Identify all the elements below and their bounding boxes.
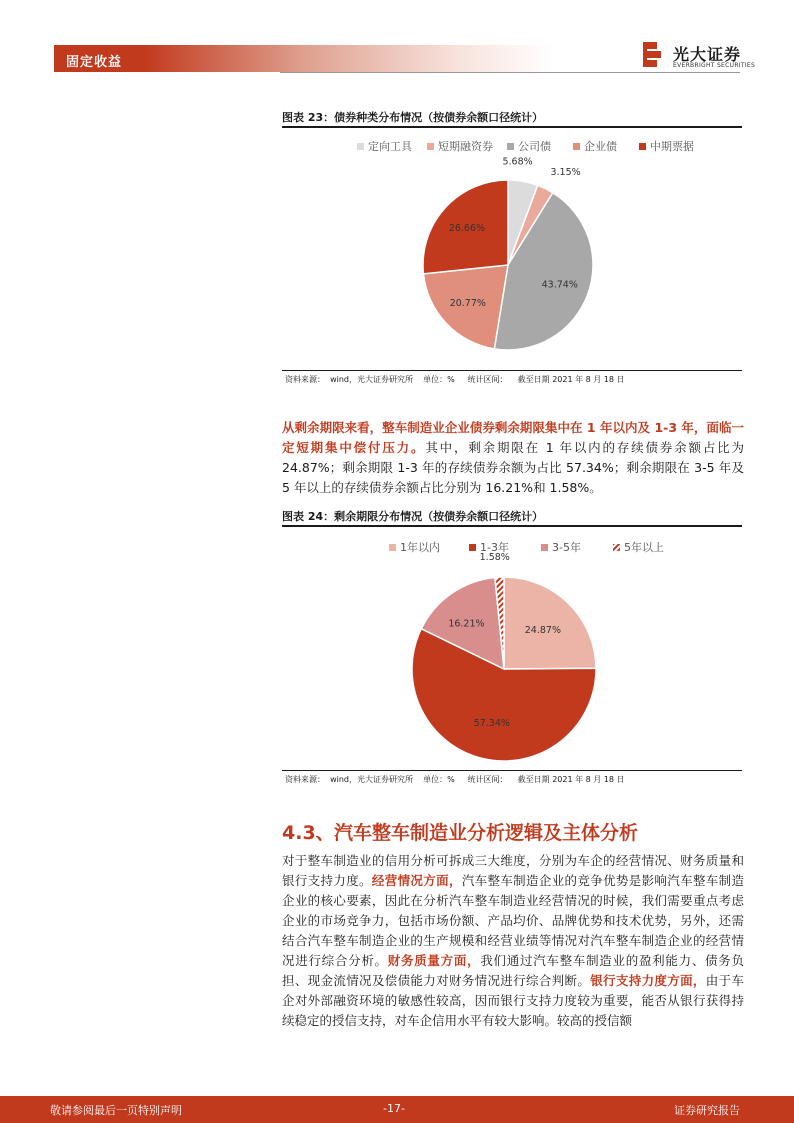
logo-chinese-name: 光大证券 — [673, 45, 742, 64]
header-bar — [54, 45, 554, 72]
pie-data-label: 20.77% — [449, 297, 486, 309]
legend-swatch — [389, 544, 396, 551]
footer-disclaimer: 敬请参阅最后一页特别声明 — [50, 1104, 182, 1117]
legend-label: 3-5年 — [552, 541, 581, 554]
legend-swatch — [357, 143, 364, 150]
legend-label: 1-3年 — [480, 541, 509, 554]
pie-data-label: 43.74% — [541, 279, 578, 291]
legend-item-2 — [541, 540, 581, 554]
legend-swatch — [541, 544, 548, 551]
pie-data-label: 24.87% — [524, 624, 561, 636]
pie-data-label: 1.58% — [479, 552, 510, 564]
section-heading — [282, 818, 638, 845]
section-number: 4.3、 — [282, 822, 335, 844]
pie-data-label: 3.15% — [550, 167, 581, 179]
legend-swatch — [427, 143, 434, 150]
footer-report-type: 证券研究报告 — [674, 1104, 740, 1117]
legend-item-1 — [427, 139, 493, 153]
figure-24-top-rule — [282, 525, 742, 527]
section-title: 汽车整车制造业分析逻辑及主体分析 — [334, 822, 639, 844]
figure-24-title: 图表 24：剩余期限分布情况（按债券余额口径统计） — [282, 510, 544, 523]
legend-label: 企业债 — [584, 140, 617, 153]
header-section-title: 固定收益 — [66, 55, 123, 70]
legend-item-2 — [507, 139, 551, 153]
legend-item-0 — [357, 139, 413, 153]
figure-23-source: 资料来源： wind，光大证券研究所 单位：% 统计区间： 截至日期 2021 年 8 月 18 日 — [285, 375, 625, 384]
legend-label: 5年以上 — [624, 541, 664, 554]
legend-label: 中期票据 — [650, 140, 694, 153]
footer-page-number: -17- — [383, 1102, 405, 1115]
highlight-operations: 经营情况方面， — [371, 873, 462, 888]
figure-23-top-rule — [282, 126, 742, 128]
legend-item-0 — [389, 540, 440, 554]
highlight-financial-quality: 财务质量方面， — [387, 953, 481, 968]
legend-swatch — [639, 143, 646, 150]
figure-23-bottom-rule — [282, 370, 742, 371]
legend-label: 公司债 — [518, 140, 551, 153]
figure-24-bottom-rule — [282, 770, 742, 771]
paragraph-maturity-body: 其中，剩余期限在 1 年以内的存续债券余额占比为 24.87%；剩余期限 1-3 年的存续债券余额为占比 57.34%；剩余期限在 3-5 年及 5 年以上的存续债券余额占比分别为 16.21%和 1.58%。 — [282, 440, 744, 495]
legend-swatch — [507, 143, 514, 150]
legend-swatch — [469, 544, 476, 551]
header-divider — [280, 72, 740, 73]
paragraph-analysis-financial: 我们通过汽车整车制造业的盈利能力、债务负担、现金流情况及偿债能力对财务情况进行综合判断。 — [282, 953, 744, 988]
pie-data-label: 26.66% — [448, 223, 486, 235]
paragraph-maturity — [282, 418, 744, 498]
logo-english-name: EVERBRIGHT SECURITIES — [673, 62, 756, 69]
figure-23-title: 图表 23：债券种类分布情况（按债券余额口径统计） — [282, 111, 544, 124]
figure-24-pie-chart — [282, 529, 744, 769]
legend-swatch — [573, 143, 580, 150]
paragraph-analysis-logic — [282, 851, 744, 1031]
figure-23-pie-chart — [282, 130, 744, 370]
pie-data-label: 16.21% — [448, 618, 485, 630]
pie-data-label: 5.68% — [502, 156, 533, 168]
pie-slice-0 — [504, 577, 596, 669]
pie-data-label: 57.34% — [473, 717, 510, 729]
highlight-bank-support: 银行支持力度方面， — [590, 973, 706, 988]
figure-24-source: 资料来源： wind，光大证券研究所 单位：% 统计区间： 截至日期 2021 年 8 月 18 日 — [285, 775, 625, 784]
logo — [643, 40, 763, 72]
legend-label: 短期融资券 — [438, 140, 493, 153]
legend-item-3 — [573, 139, 617, 153]
paragraph-maturity-highlight: 从剩余期限来看，整车制造业企业债券剩余期限集中在 1 年以内及 1-3 年，面临一定短期集中偿付压力。 — [282, 420, 744, 455]
logo-mark-icon — [643, 42, 665, 70]
legend-label: 定向工具 — [368, 140, 412, 153]
paragraph-analysis-bank: 由于车企对外部融资环境的敏感性较高，因而银行支持力度较为重要，能否从银行获得持续稳定的授信支持，对车企信用水平有较大影响。较高的授信额 — [282, 973, 744, 1028]
legend-swatch — [613, 544, 620, 551]
legend-item-3 — [613, 540, 664, 554]
paragraph-analysis-operations: 汽车整车制造企业的竞争优势是影响汽车整车制造企业的核心要素，因此在分析汽车整车制造业经营情况的时候，我们需要重点考虑企业的市场竞争力，包括市场份额、产品均价、品牌优势和技术优势，另外，还需结合汽车整车制造企业的生产规模和经营业绩等情况对汽车整车制造企业的经营情况进行综合分析。 — [282, 873, 744, 968]
legend-label: 1年以内 — [400, 541, 440, 554]
legend-item-4 — [639, 139, 694, 153]
paragraph-analysis-intro: 对于整车制造业的信用分析可拆成三大维度，分别为车企的经营情况、财务质量和银行支持力度。 — [282, 853, 744, 888]
